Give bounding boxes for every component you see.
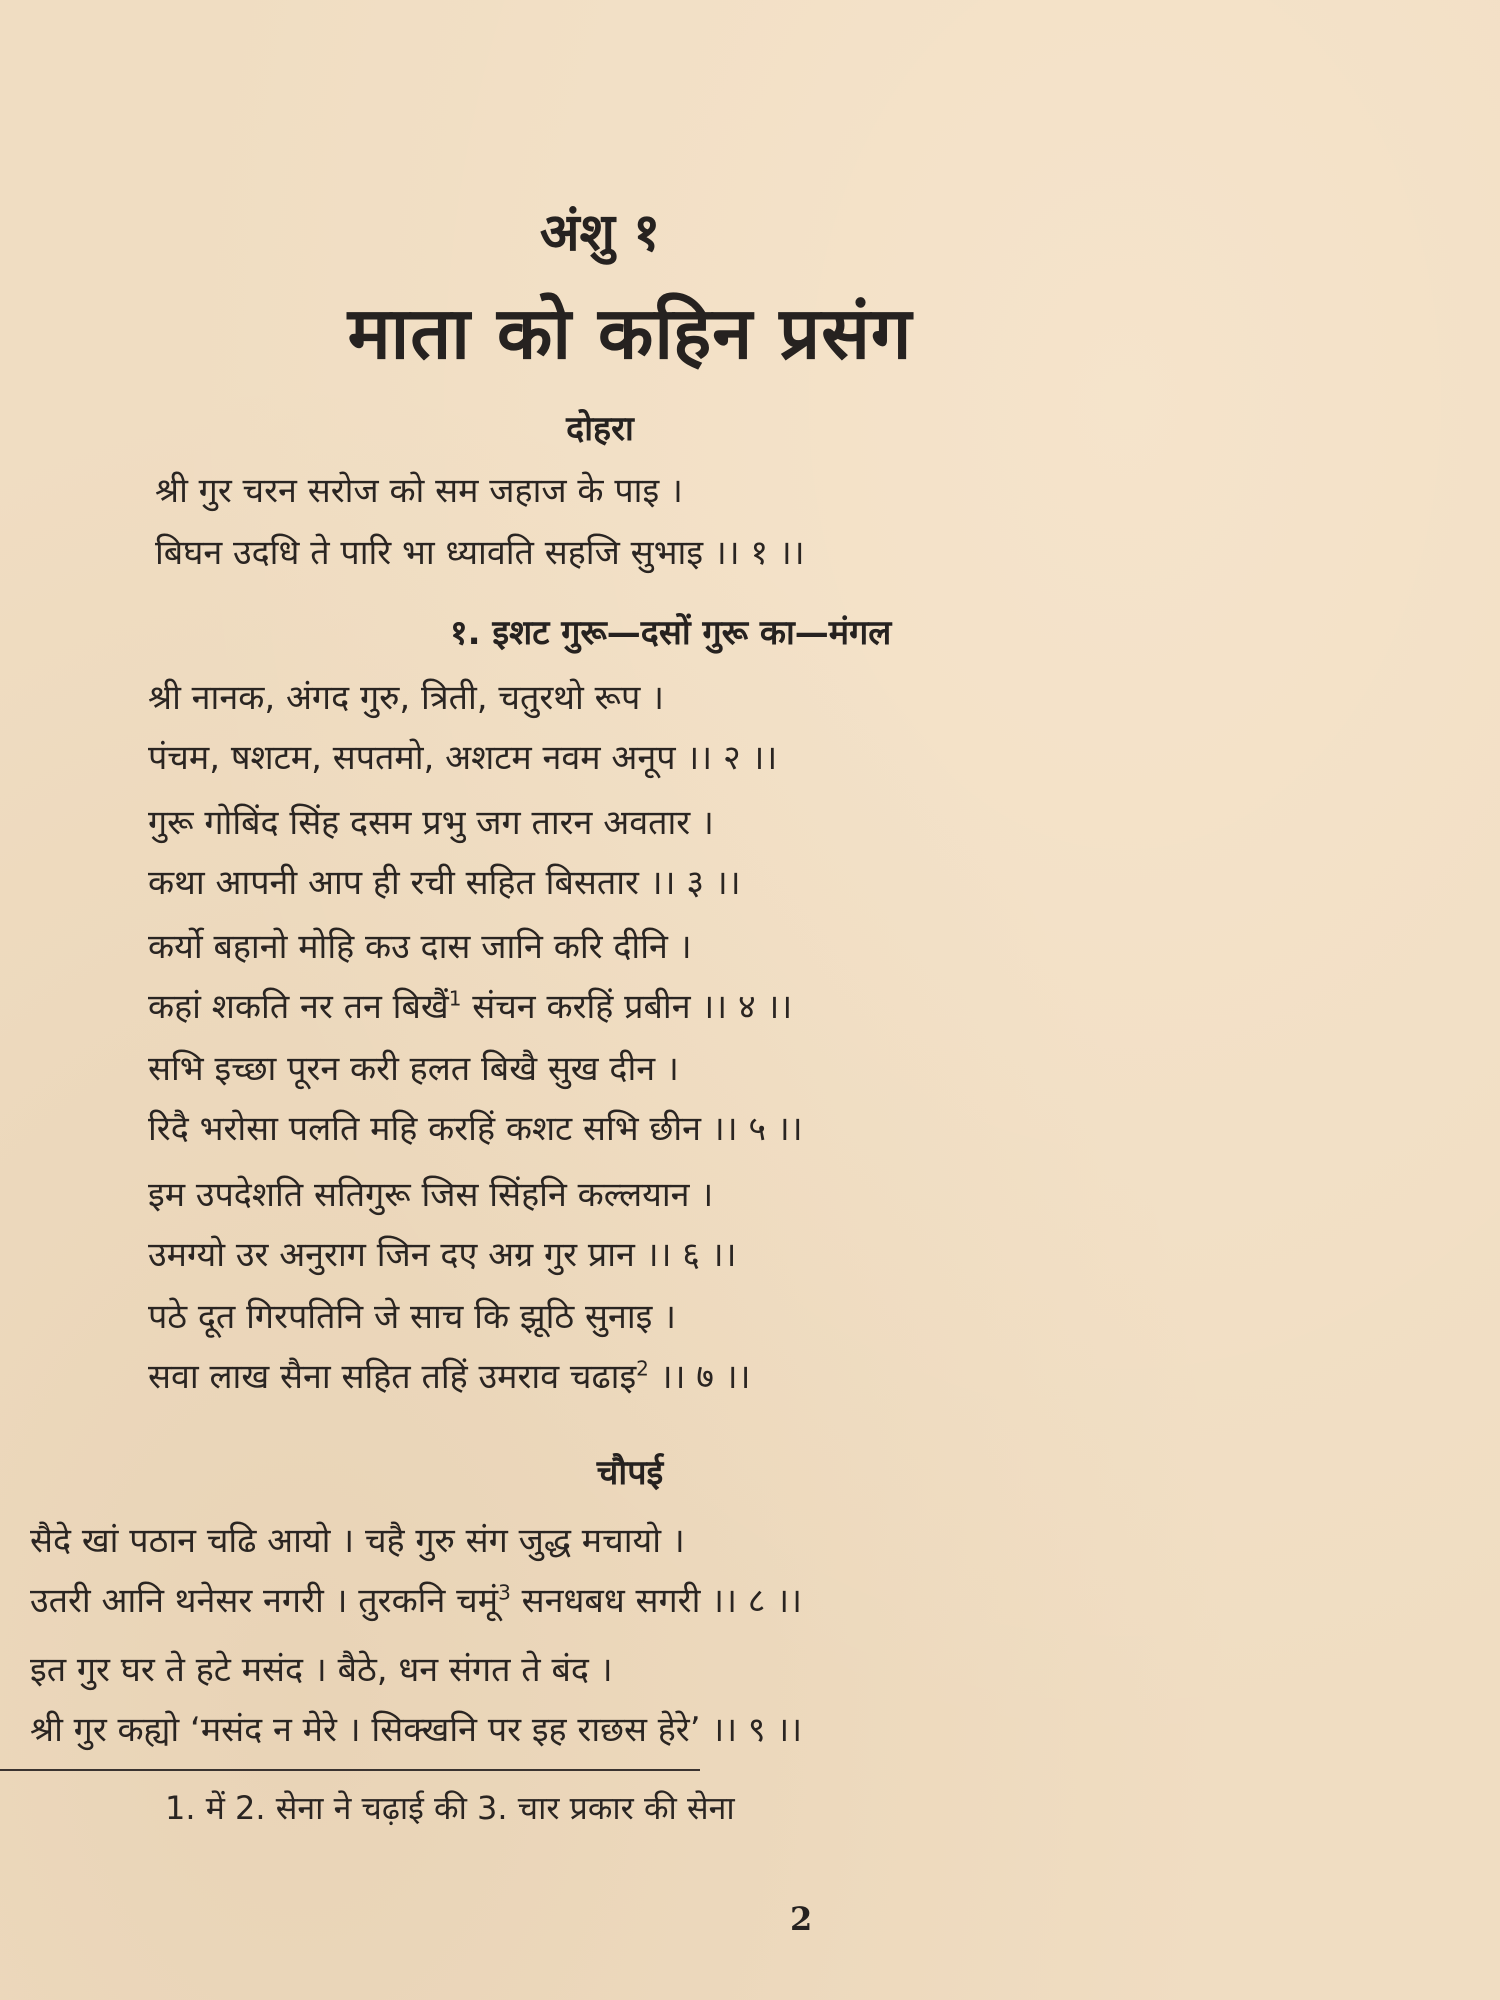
chaupai-line-1: सैदे खां पठान चढि आयो । चहै गुरु संग जुद्ध मचायो । <box>30 1521 685 1561</box>
page-number: 2 <box>790 1900 813 1938</box>
chaupai-line-2 <box>30 1576 802 1622</box>
doha-line-1: श्री गुर चरन सरोज को सम जहाज के पाइ । <box>155 471 683 511</box>
chapter-title: माता को कहिन प्रसंग <box>347 291 913 375</box>
footnote-marker-1: 1 <box>448 986 462 1011</box>
verse-line-12-text: सवा लाख सैना सहित तहिं उमराव चढाइ <box>148 1357 637 1397</box>
footnotes: 1. में 2. सेना ने चढ़ाई की 3. चार प्रकार की सेना <box>165 1789 735 1827</box>
chaupai-line-3: इत गुर घर ते हटे मसंद । बैठे, धन संगत ते बंद । <box>30 1650 613 1690</box>
chaupai-line-2-text: उतरी आनि थनेसर नगरी । तुरकनि चमूं <box>30 1581 499 1621</box>
footnote-marker-2: 2 <box>636 1356 649 1381</box>
doha-heading: दोहरा <box>566 409 634 449</box>
verse-line-12 <box>148 1352 751 1398</box>
verse-line-6 <box>148 982 792 1028</box>
verse-line-5: कर्यो बहानो मोहि कउ दास जानि करि दीनि । <box>148 927 692 967</box>
verse-line-7: सभि इच्छा पूरन करी हलत बिखै सुख दीन । <box>148 1049 679 1089</box>
chaupai-line-2-rest: सनधबध सगरी ।। ८ ।। <box>510 1581 803 1621</box>
verse-line-2: पंचम, षशटम, सपतमो, अशटम नवम अनूप ।। २ ।। <box>148 738 778 778</box>
section-number: अंशु १ <box>539 203 661 263</box>
verse-line-1: श्री नानक, अंगद गुरु, त्रिती, चतुरथो रूप । <box>148 678 665 718</box>
verse-line-6-text: कहां शकति नर तन बिखैं <box>148 987 449 1027</box>
verse-line-3: गुरू गोबिंद सिंह दसम प्रभु जग तारन अवतार । <box>148 803 714 843</box>
verse-line-8: रिदै भरोसा पलति महि करहिं कशट सभि छीन ।। ५ ।। <box>148 1109 803 1149</box>
verse-line-9: इम उपदेशति सतिगुरू जिस सिंहनि कल्लयान । <box>148 1175 714 1215</box>
footnote-divider <box>0 1769 700 1771</box>
chaupai-heading: चौपई <box>596 1453 664 1493</box>
footnote-marker-3: 3 <box>498 1580 511 1605</box>
verse-line-12-rest: ।। ७ ।। <box>648 1357 751 1397</box>
doha-line-2: बिघन उदधि ते पारि भा ध्यावति सहजि सुभाइ ।। १ ।। <box>155 533 805 573</box>
verse-line-4: कथा आपनी आप ही रची सहित बिसतार ।। ३ ।। <box>148 863 741 903</box>
verse-line-6-rest: संचन करहिं प्रबीन ।। ४ ।। <box>461 987 793 1027</box>
sub-heading: १. इशट गुरू—दसों गुरू का—मंगल <box>450 613 892 653</box>
chaupai-line-4: श्री गुर कह्यो ‘मसंद न मेरे । सिक्खनि पर इह राछस हेरे’ ।। ९ ।। <box>30 1710 803 1750</box>
verse-line-11: पठे दूत गिरपतिनि जे साच कि झूठि सुनाइ । <box>148 1297 677 1337</box>
verse-line-10: उमग्यो उर अनुराग जिन दए अग्र गुर प्रान ।। ६ ।। <box>148 1235 737 1275</box>
